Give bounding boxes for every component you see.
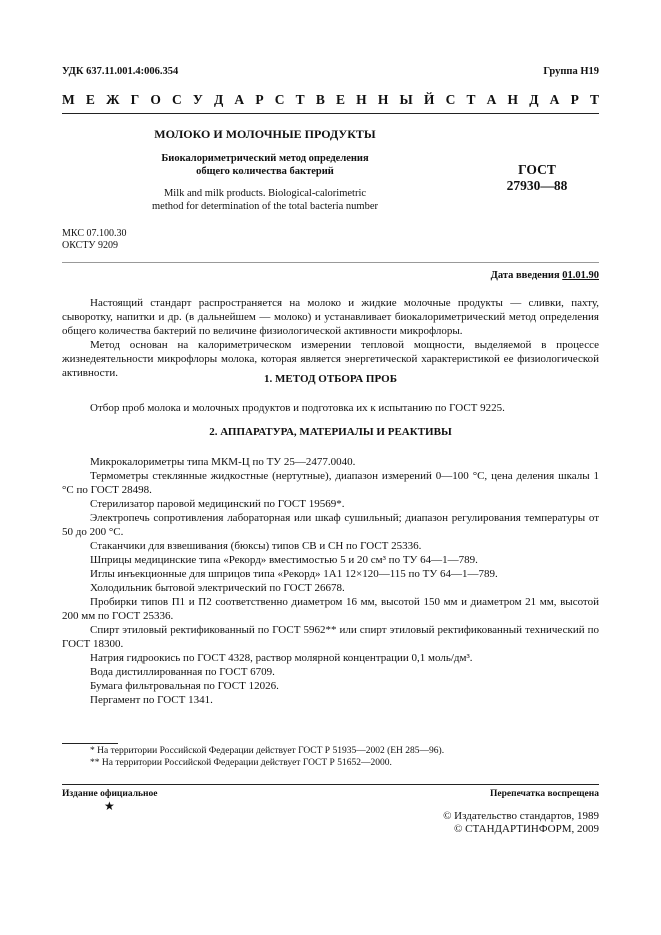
list-item: Бумага фильтровальная по ГОСТ 12026. <box>90 680 279 692</box>
standard-banner: М Е Ж Г О С У Д А Р С Т В Е Н Н Ы Й С Т А Н Д А Р Т <box>62 92 599 107</box>
footnote-divider <box>62 743 118 744</box>
list-item: Холодильник бытовой электрический по ГОСТ 26678. <box>90 582 345 594</box>
list-item: Иглы инъекционные для шприцов типа «Рекорд» 1А1 12×120—115 по ТУ 64—1—789. <box>90 568 498 580</box>
section-2-list <box>62 455 599 707</box>
list-item: Шприцы медицинские типа «Рекорд» вместимостью 5 и 20 см³ по ТУ 64—1—789. <box>90 554 478 566</box>
footer-divider <box>62 784 599 785</box>
footnote: * На территории Российской Федерации действует ГОСТ Р 51935—2002 (ЕН 285—96). <box>90 746 445 756</box>
codes-divider <box>62 262 599 263</box>
list-item: Спирт этиловый ректификованный по ГОСТ 5962** или спирт этиловый ректификованный технический по ГОСТ 18300. <box>62 624 599 650</box>
footnotes <box>62 745 599 769</box>
reprint-notice: Перепечатка воспрещена <box>489 789 599 799</box>
star-icon: ★ <box>104 799 115 813</box>
document-subtitle: Биокалориметрический метод определения общего количества бактерий <box>161 153 369 177</box>
intro-text <box>62 296 599 380</box>
header-divider <box>62 113 599 114</box>
list-item: Вода дистиллированная по ГОСТ 6709. <box>90 666 275 678</box>
list-item: Электропечь сопротивления лабораторная или шкаф сушильный; диапазон регулирования температуры от 50 до 200 °С. <box>62 512 599 538</box>
section-2-title: 2. АППАРАТУРА, МАТЕРИАЛЫ И РЕАКТИВЫ <box>209 426 452 438</box>
official-edition-label: Издание официальное <box>62 789 158 799</box>
gost-designation: ГОСТ 27930—88 <box>506 162 568 193</box>
section-1-text: Отбор проб молока и молочных продуктов и подготовка их к испытанию по ГОСТ 9225. <box>90 402 505 414</box>
document-title: МОЛОКО И МОЛОЧНЫЕ ПРОДУКТЫ <box>154 127 376 141</box>
classification-codes: МКС 07.100.30 ОКСТУ 9209 <box>62 228 127 251</box>
introduction-date: Дата введения 01.01.90 <box>490 270 599 281</box>
list-item: Микрокалориметры типа МКМ-Ц по ТУ 25—2477.0040. <box>90 456 356 468</box>
intro-paragraph: Настоящий стандарт распространяется на молоко и жидкие молочные продукты — сливки, пахту, сыворотку, напитки и др. (в дальнейшем — молоко) и устанавливает биокалориметрический метод определения общего количества бактерий по величине физиологической активности микрофлоры. <box>62 297 599 337</box>
list-item: Пробирки типов П1 и П2 соответственно диаметром 16 мм, высотой 150 мм и диаметром 21 мм, высотой 200 мм по ГОСТ 25336. <box>62 596 599 622</box>
section-1-title: 1. МЕТОД ОТБОРА ПРОБ <box>264 373 397 385</box>
group-code: Группа Н19 <box>543 66 599 77</box>
list-item: Стерилизатор паровой медицинский по ГОСТ 19569*. <box>90 498 345 510</box>
footnote: ** На территории Российской Федерации действует ГОСТ Р 51652—2000. <box>90 758 392 768</box>
udk-code: УДК 637.11.001.4:006.354 <box>62 66 179 77</box>
list-item: Термометры стеклянные жидкостные (нертутные), диапазон измерений 0—100 °С, цена деления шкалы 1 °С по ГОСТ 28498. <box>62 470 599 496</box>
list-item: Стаканчики для взвешивания (бюксы) типов СВ и СН по ГОСТ 25336. <box>90 540 422 552</box>
english-title: Milk and milk products. Biological-calorimetric method for determination of the total bacteria number <box>152 188 378 212</box>
list-item: Натрия гидроокись по ГОСТ 4328, раствор молярной концентрации 0,1 моль/дм³. <box>90 652 473 664</box>
copyright-block: © Издательство стандартов, 1989 © СТАНДАРТИНФОРМ, 2009 <box>443 810 599 835</box>
list-item: Пергамент по ГОСТ 1341. <box>90 694 213 706</box>
intro-paragraph: Метод основан на калориметрическом измерении тепловой мощности, выделяемой в процессе жизнедеятельности микрофлоры молока, которая является энергетической характеристикой ее физиологической активности. <box>62 339 599 379</box>
